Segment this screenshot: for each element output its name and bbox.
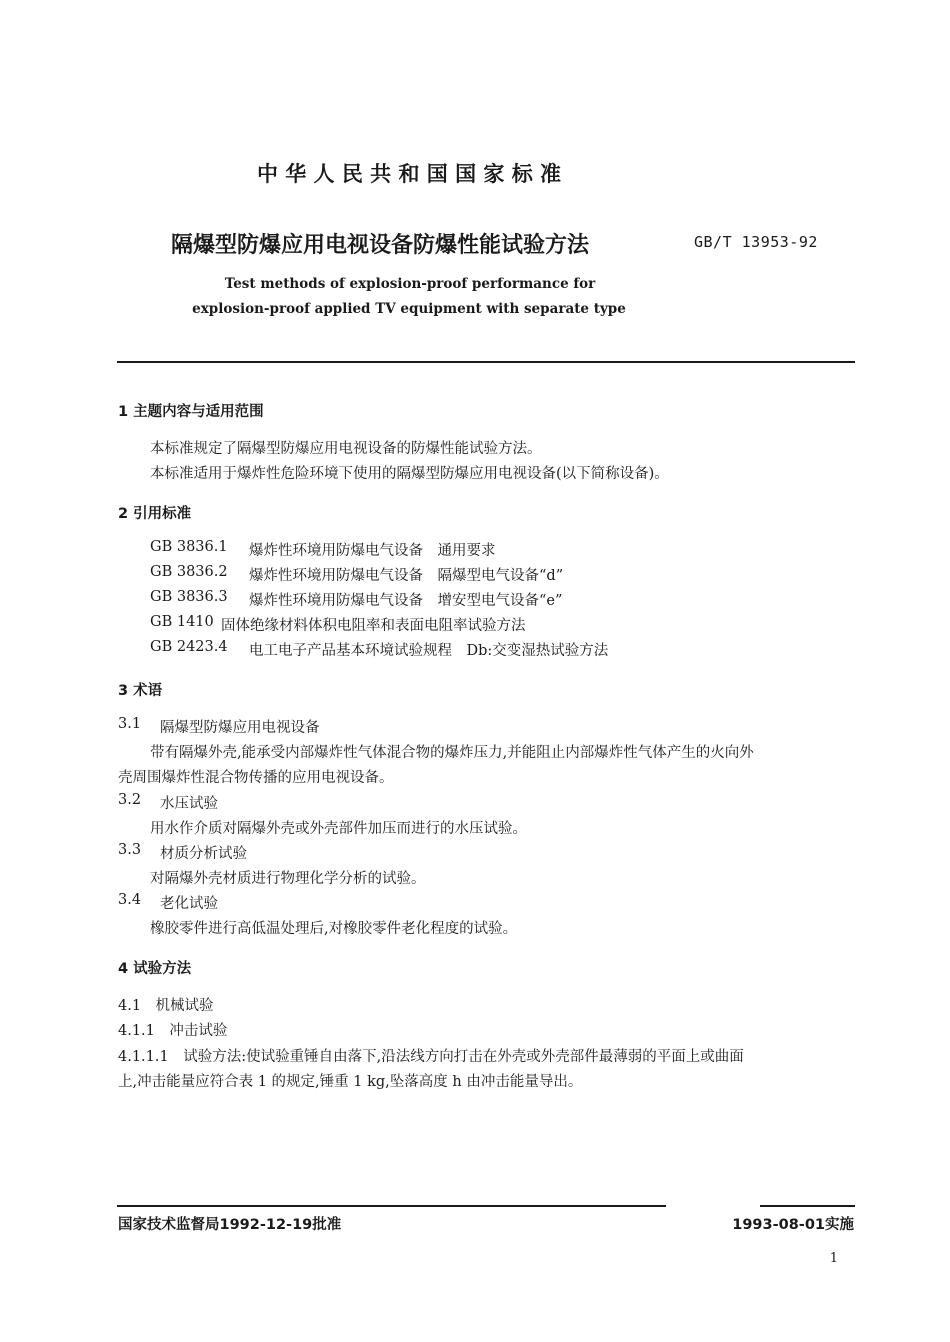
reference-code: GB 1410 <box>150 614 214 630</box>
subsection-4-1-heading: 4.1 机械试验 <box>118 998 214 1014</box>
term-3-2-definition: 用水作介质对隔爆外壳或外壳部件加压而进行的水压试验。 <box>150 821 527 837</box>
term-3-2-title: 水压试验 <box>160 796 218 812</box>
approval-statement: 国家技术监督局1992-12-19批准 <box>118 1217 342 1233</box>
effective-date: 1993-08-01实施 <box>732 1217 854 1233</box>
section-4-heading: 4 试验方法 <box>118 961 192 977</box>
document-title-en-line2: explosion-proof applied TV equipment with separate type <box>192 301 626 317</box>
section-1-paragraph-1: 本标准规定了隔爆型防爆应用电视设备的防爆性能试验方法。 <box>150 441 542 457</box>
reference-title: 爆炸性环境用防爆电气设备 通用要求 <box>249 543 496 559</box>
footer-divider-left <box>117 1205 666 1207</box>
reference-code: GB 2423.4 <box>150 639 228 655</box>
subsection-4-1-1-heading: 4.1.1 冲击试验 <box>118 1023 228 1039</box>
term-3-3-title: 材质分析试验 <box>160 846 247 862</box>
section-1-paragraph-2: 本标准适用于爆炸性危险环境下使用的隔爆型防爆应用电视设备(以下简称设备)。 <box>150 466 669 482</box>
term-3-3-number: 3.3 <box>118 842 142 858</box>
header-divider <box>117 361 855 363</box>
term-3-1-definition-line2: 壳周围爆炸性混合物传播的应用电视设备。 <box>118 770 394 786</box>
term-3-1-definition-line1: 带有隔爆外壳,能承受内部爆炸性气体混合物的爆炸压力,并能阻止内部爆炸性气体产生的火向外 <box>150 745 754 761</box>
reference-title: 爆炸性环境用防爆电气设备 增安型电气设备“e” <box>249 593 563 609</box>
reference-title: 爆炸性环境用防爆电气设备 隔爆型电气设备“d” <box>249 568 564 584</box>
reference-code: GB 3836.3 <box>150 589 228 605</box>
section-1-heading: 1 主题内容与适用范围 <box>118 404 264 420</box>
term-3-1-number: 3.1 <box>118 716 142 732</box>
term-3-1-title: 隔爆型防爆应用电视设备 <box>160 720 320 736</box>
term-3-4-title: 老化试验 <box>160 896 218 912</box>
reference-code: GB 3836.1 <box>150 539 228 555</box>
clause-4-1-1-1-line1: 4.1.1.1 试验方法:使试验重锤自由落下,沿法线方向打击在外壳或外壳部件最薄弱的平面上或曲面 <box>118 1049 744 1065</box>
term-3-4-number: 3.4 <box>118 892 142 908</box>
national-standard-title: 中 华 人 民 共 和 国 国 家 标 准 <box>256 162 562 186</box>
section-3-heading: 3 术语 <box>118 683 163 699</box>
term-3-3-definition: 对隔爆外壳材质进行物理化学分析的试验。 <box>150 871 426 887</box>
clause-4-1-1-1-line2: 上,冲击能量应符合表 1 的规定,锤重 1 kg,坠落高度 h 由冲击能量导出。 <box>118 1074 583 1090</box>
reference-code: GB 3836.2 <box>150 564 228 580</box>
footer-divider-right <box>760 1205 855 1207</box>
term-3-2-number: 3.2 <box>118 792 142 808</box>
reference-title: 电工电子产品基本环境试验规程 Db:交变湿热试验方法 <box>249 643 609 659</box>
term-3-4-definition: 橡胶零件进行高低温处理后,对橡胶零件老化程度的试验。 <box>150 921 518 937</box>
section-2-heading: 2 引用标准 <box>118 506 192 522</box>
document-title-en-line1: Test methods of explosion-proof performance for <box>224 276 596 292</box>
document-title-cn: 隔爆型防爆应用电视设备防爆性能试验方法 <box>171 233 590 258</box>
page-number: 1 <box>829 1251 838 1266</box>
reference-title: 固体绝缘材料体积电阻率和表面电阻率试验方法 <box>221 618 526 634</box>
standard-code: GB/T 13953-92 <box>694 233 818 251</box>
